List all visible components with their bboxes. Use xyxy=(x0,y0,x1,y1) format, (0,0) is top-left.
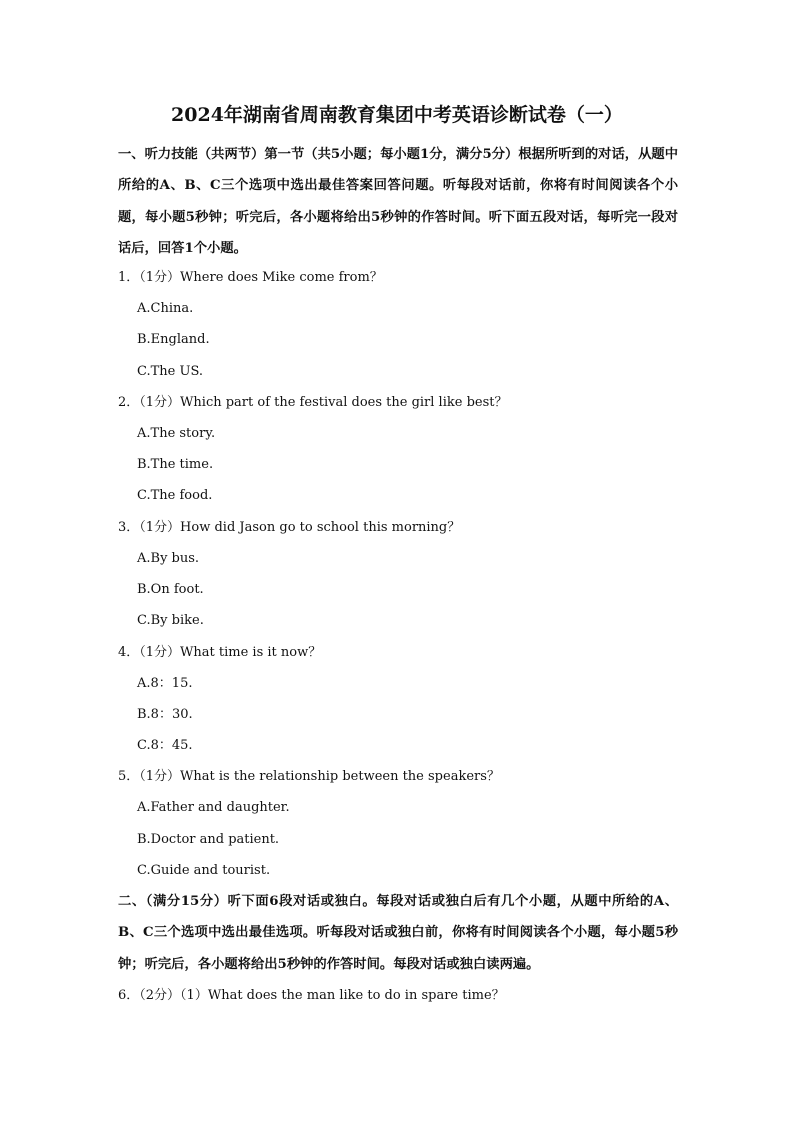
question-3 xyxy=(118,518,460,538)
question-4-option-a: A.8：15. xyxy=(137,676,193,691)
question-2-number: 2．（1分） xyxy=(118,395,181,410)
question-2-text: Which part of the festival does the girl like best？ xyxy=(180,395,508,410)
question-5-option-a: A.Father and daughter. xyxy=(137,800,290,815)
question-2-option-c: C.The food. xyxy=(137,488,213,503)
question-2-option-b: B.The time. xyxy=(137,457,214,472)
question-1-option-c: C.The US. xyxy=(137,364,204,379)
question-5-text: What is the relationship between the speakers？ xyxy=(180,769,500,784)
question-1-option-b: B.England. xyxy=(137,332,210,347)
question-4-text: What time is it now？ xyxy=(180,645,322,660)
question-3-option-b: B.On foot. xyxy=(137,582,204,597)
question-1-text: Where does Mike come from？ xyxy=(180,270,383,285)
question-6-number: 6．（2分） xyxy=(118,988,181,1003)
question-6 xyxy=(118,986,505,1006)
question-5 xyxy=(118,767,500,787)
question-4-option-b: B.8：30. xyxy=(137,707,193,722)
question-5-option-c: C.Guide and tourist. xyxy=(137,863,271,878)
question-1-option-a: A.China. xyxy=(137,301,194,316)
question-6-subnumber: （1） xyxy=(180,988,208,1003)
page-title: 2024年湖南省周南教育集团中考英语诊断试卷（一） xyxy=(171,104,623,126)
question-5-option-b: B.Doctor and patient. xyxy=(137,832,280,847)
question-2-option-a: A.The story. xyxy=(137,426,216,441)
question-3-option-c: C.By bike. xyxy=(137,613,204,628)
section-2-instructions: 二、（满分15分）听下面6段对话或独白。每段对话或独白后有几个小题，从题中所给的A、B、C三个选项中选出最佳选项。听每段对话或独白前，你将有时间阅读各个小题，每小题5秒钟；听完后，各小题将给出5秒钟的作答时间。每段对话或独白读两遍。 xyxy=(118,894,678,972)
question-3-number: 3．（1分） xyxy=(118,520,181,535)
question-3-option-a: A.By bus. xyxy=(137,551,200,566)
question-4-option-c: C.8：45. xyxy=(137,738,193,753)
question-2 xyxy=(118,393,507,413)
question-6-text: What does the man like to do in spare time？ xyxy=(207,988,505,1003)
question-4-number: 4．（1分） xyxy=(118,645,181,660)
question-1 xyxy=(118,268,383,288)
question-3-text: How did Jason go to school this morning？ xyxy=(180,520,461,535)
question-5-number: 5．（1分） xyxy=(118,769,181,784)
question-4 xyxy=(118,643,321,663)
question-1-number: 1．（1分） xyxy=(118,270,181,285)
section-1-instructions: 一、听力技能（共两节）第一节（共5小题；每小题1分，满分5分）根据所听到的对话，从题中所给的A、B、C三个选项中选出最佳答案回答问题。听每段对话前，你将有时间阅读各个小题，每小题5秒钟；听完后，各小题将给出5秒钟的作答时间。听下面五段对话，每听完一段对话后，回答1个小题。 xyxy=(118,147,678,257)
